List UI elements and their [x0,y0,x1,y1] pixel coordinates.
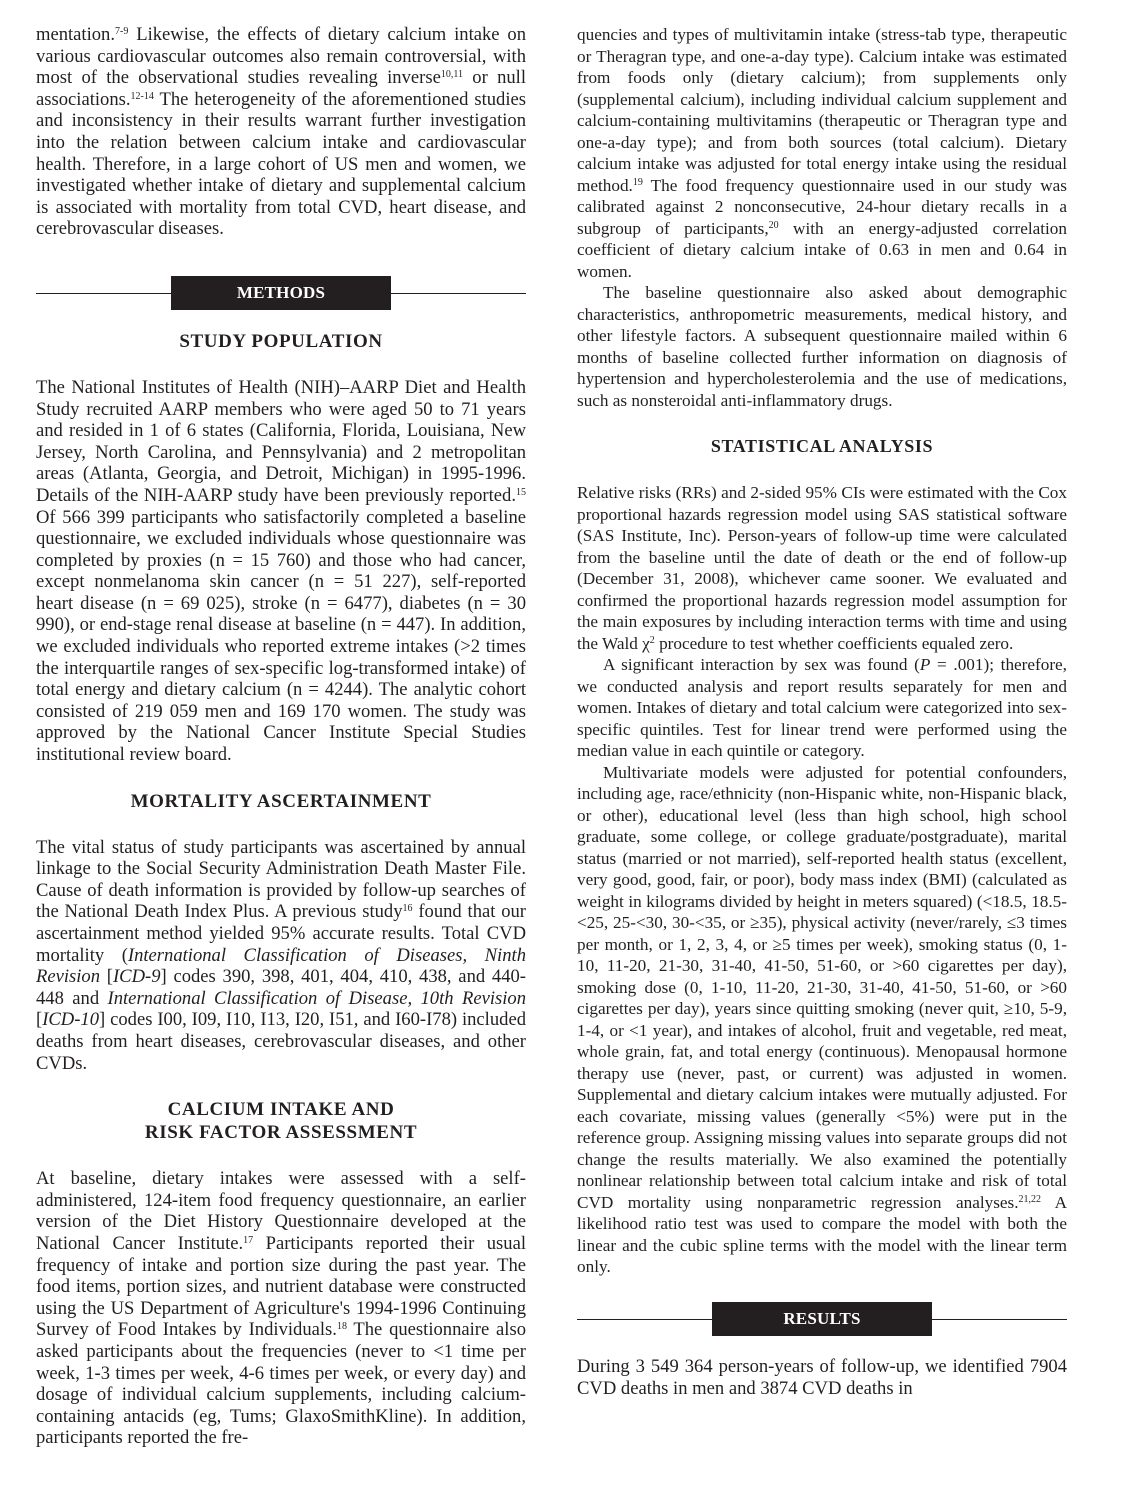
citation: 16 [402,903,413,915]
citation: 15 [516,486,526,498]
results-paragraph: During 3 549 364 person-years of follow-up, we identified 7904 CVD deaths in men and 3874 CVD deaths in [577,1355,1067,1399]
calcium-continued-paragraph: quencies and types of multivitamin intake (stress-tab type, therapeutic or Theragran type, and one-a-day type). Calcium intake was estimated from foods only (dietary calcium); from supplements only (supplemental calcium), including individual calcium supplement and calcium-containing multivitamins (therapeutic or Theragran type and one-a-day type); and from both sources (total calcium). Dietary calcium intake was adjusted for total energy intake using the residual method.$^{19}$ The food frequency questionnaire used in our study was calibrated against 2 nonconsecutive, 24-hour dietary recalls in a subgroup of participants,$^{20}$ with an energy-adjusted correlation coefficient of dietary calcium intake of 0.63 in men and 0.64 in women. [577,25,1067,281]
citation: 10,11 [440,69,463,81]
citation: 21,22 [1018,1193,1042,1205]
results-banner [577,1302,1067,1336]
study-population-heading: STUDY POPULATION [179,330,383,352]
citation: 20 [768,219,779,231]
mortality-paragraph: The vital status of study participants was ascertained by annual linkage to the Social Security Administration Death Master File. Cause of death information is provided by follow-up searches of the National Death Index Plus. A previous study$^{16}$ found that our ascertainment method yielded 95% accurate results. Total CVD mortality (International Classification of Diseases, Ninth Revision [ICD-9] codes 390, 398, 401, 404, 410, 438, and 440-448 and International Classification of Disease, 10th Revision [ICD-10] codes I00, I09, I10, I13, I20, I51, and I60-I78) included deaths from heart diseases, cerebrovascular diseases, and other CVDs. [36,836,527,1074]
methods-banner [36,276,526,310]
right-column [577,24,1067,1400]
citation: 18 [336,1321,347,1333]
mortality-ascertainment-heading: MORTALITY ASCERTAINMENT [130,790,432,812]
calcium-intake-heading: CALCIUM INTAKE AND RISK FACTOR ASSESSMENT [144,1099,418,1144]
methods-heading: METHODS [171,276,391,310]
left-column [36,24,526,1449]
citation: 7-9 [115,26,129,37]
calcium-intake-paragraph: At baseline, dietary intakes were assessed with a self-administered, 124-item food frequency questionnaire, an earlier version of the Diet History Questionnaire developed at the National Cancer Institute.$^{17}$ Participants reported their usual frequency of intake and portion size during the past year. The food items, portion sizes, and nutrient database were constructed using the US Department of Agriculture's 1994-1996 Continuing Survey of Food Intakes by Individuals.$^{18}$ The questionnaire also asked participants about the frequencies (never to <1 time per week, 1-3 times per week, 4-6 times per week, or every day) and dosage of individual calcium supplements, including calcium-containing antacids (eg, Tums; GlaxoSmithKline). In addition, participants reported the fre- [36,1168,526,1449]
intro-paragraph: mentation.$^{7-9}$ Likewise, the effects of dietary calcium intake on various cardiovascular outcomes also remain controversial, with most of the observational studies revealing inverse$^{10,11}$ or null associations.$^{12-14}$ The heterogeneity of the aforementioned studies and inconsistency in their results warrant further investigation into the relation between calcium intake and cardiovascular health. Therefore, in a large cohort of US men and women, we investigated whether intake of dietary and supplemental calcium is associated with mortality from total CVD, heart disease, and cerebrovascular diseases. [36,24,526,240]
statistical-analysis-heading: STATISTICAL ANALYSIS [710,436,934,456]
results-heading: RESULTS [712,1302,932,1336]
study-population-paragraph: The National Institutes of Health (NIH)–AARP Diet and Health Study recruited AARP members who were aged 50 to 71 years and resided in 1 of 6 states (California, Florida, Louisiana, New Jersey, North Carolina, and Pennsylvania) and 2 metropolitan areas (Atlanta, Georgia, and Detroit, Michigan) in 1995-1996. Details of the NIH-AARP study have been previously reported.$^{15}$ Of 566 399 participants who satisfactorily completed a baseline questionnaire, we excluded individuals whose questionnaire was completed by proxies (n = 15 760) and those who had cancer, except nonmelanoma skin cancer (n = 51 227), self-reported heart disease (n = 69 025), stroke (n = 6477), diabetes (n = 30 990), or end-stage renal disease at baseline (n = 447). In addition, we excluded individuals who reported extreme intakes (>2 times the interquartile ranges of sex-specific log-transformed intake) of total energy and dietary calcium (n = 4244). The analytic cohort consisted of 219 059 men and 169 170 women. The study was approved by the National Cancer Institute Special Studies institutional review board. [36,376,526,766]
citation: 17 [243,1234,254,1246]
citation: 19 [632,176,643,188]
stats-paragraph-3: Multivariate models were adjusted for potential confounders, including age, race/ethnicity (non-Hispanic white, non-Hispanic black, or other), educational level (less than high school, high school graduate, some college, or college graduate/postgraduate), marital status (married or not married), self-reported health status (excellent, very good, good, fair, or poor), body mass index (BMI) (calculated as weight in kilograms divided by height in meters squared) (<18.5, 18.5-<25, 25-<30, 30-<35, or ≥35), physical activity (never/rarely, ≤3 times per month, or 1, 2, 3, 4, or ≥5 times per week), smoking status (0, 1-10, 11-20, 21-30, 31-40, 41-50, 51-60, or >60 cigarettes per day), smoking dose (0, 1-10, 11-20, 21-30, 31-40, 41-50, 51-60, or >60 cigarettes per day), years since quitting smoking (never quit, ≥10, 5-9, 1-4, or <1 year), and intakes of alcohol, fruit and vegetable, red meat, whole grain, fat, and total energy (continuous). Menopausal hormone therapy use (never, past, or current) was adjusted in women. Supplemental and dietary calcium intakes were mutually adjusted. For each covariate, missing values (generally <5%) were put in the reference group. Assigning missing values into separate groups did not change the results materially. We also examined the potentially nonlinear relationship between total calcium intake and risk of total CVD mortality using nonparametric regression analyses.$^{21,22}$ A likelihood ratio test was used to compare the model with both the linear and the cubic spline terms with the model with the linear term only. [577,762,1067,1276]
stats-paragraph-1: Relative risks (RRs) and 2-sided 95% CIs were estimated with the Cox proportional hazards regression model using SAS statistical software (SAS Institute, Inc). Person-years of follow-up time were calculated from the baseline until the date of death or the end of follow-up (December 31, 2008), whichever came sooner. We evaluated and confirmed the proportional hazards regression model assumption for the main exposures by including interaction terms with time and using the Wald $\chi^2$ procedure to test whether coefficients equaled zero. [577,483,1067,653]
stats-paragraph-2: A significant interaction by sex was found (P = .001); therefore, we conducted analysis and report results separately for men and women. Intakes of dietary and total calcium were categorized into sex-specific quintiles. Test for linear trend were performed using the median value in each quintile or category. [577,655,1067,760]
citation: 12-14 [130,90,154,102]
baseline-paragraph: The baseline questionnaire also asked about demographic characteristics, anthropometric measurements, medical history, and other lifestyle factors. A subsequent questionnaire mailed within 6 months of baseline collected further information on diagnosis of hypertension and hypercholesterolemia and the use of medications, such as nonsteroidal anti-inflammatory drugs. [577,283,1067,410]
